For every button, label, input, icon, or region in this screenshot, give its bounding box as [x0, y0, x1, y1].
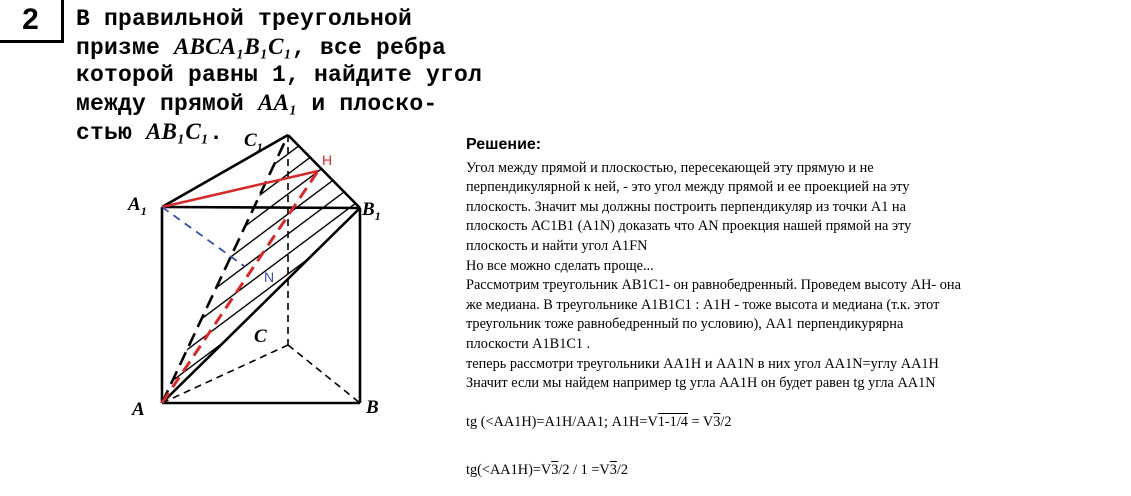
- problem-line-2: призме ABCA₁B₁C₁, все ребра: [76, 34, 446, 61]
- solution-block: [466, 135, 1066, 481]
- line-name: AA₁: [258, 90, 298, 115]
- solution-line: плоскость АС1В1 (А1N) доказать что АN проекция нашей прямой на эту: [466, 218, 912, 235]
- solution-line: плоскость и найти угол А1FN: [466, 237, 648, 254]
- solution-line: же медиана. В треугольнике А1В1С1 : А1Н - тоже высота и медиана (т.к. этот: [466, 296, 940, 313]
- prism-figure: [0, 0, 483, 430]
- edge-a1-b1: [162, 207, 360, 208]
- solution-line: Рассмотрим треугольник АВ1С1- он равнобедренный. Проведем высоту АН- она: [466, 277, 961, 294]
- segment-a-h: [162, 171, 318, 403]
- problem-number: 2: [0, 0, 64, 43]
- solution-heading: Решение:: [466, 136, 542, 153]
- plane-hatching: [120, 0, 470, 420]
- edge-a-b1: [162, 208, 360, 403]
- solution-line: Угол между прямой и плоскостью, пересекающей эту прямую и не: [466, 159, 874, 176]
- formula-tangent-1: tg (<АА1Н)=А1Н/АА1; А1Н=V1-1/4 = V3/2: [466, 413, 732, 430]
- label-n: N: [264, 269, 275, 285]
- problem-line-5: стью AB₁C₁.: [76, 119, 224, 146]
- solution-line: Но все можно сделать проще...: [466, 257, 654, 274]
- label-c1: $C_1$: [244, 130, 263, 154]
- label-a1: $A_1$: [128, 194, 147, 218]
- prism-edges: [162, 135, 360, 403]
- solution-line: плоскости А1В1С1 .: [466, 335, 591, 352]
- label-a: A: [132, 399, 145, 420]
- label-h: H: [322, 152, 333, 168]
- edge-a1-c1: [162, 135, 288, 207]
- solution-line: Значит если мы найдем например tg угла АА1Н он будет равен tg угла АА1N: [466, 375, 936, 392]
- label-b: B: [366, 397, 379, 418]
- edge-c-b: [288, 345, 360, 403]
- problem-line-4: между прямой AA₁ и плоско-: [76, 90, 438, 117]
- problem-line-1: В правильной треугольной: [76, 6, 413, 32]
- plane-name: AB₁C₁: [146, 119, 210, 144]
- solution-line: перпендикулярной к ней, - это угол между прямой и ее проекцией на эту: [466, 179, 910, 196]
- label-b1: $B_1$: [362, 199, 381, 223]
- solution-line: плоскость. Значит мы должны построить перпендикуляр из точки А1 на: [466, 198, 906, 215]
- formula-tangent-2: tg(<АА1Н)=V3/2 / 1 =V3/2: [466, 462, 629, 479]
- prism-name: ABCA₁B₁C₁: [174, 34, 292, 59]
- solution-line: треугольник тоже равнобедренный по условию), АА1 перпендикурярна: [466, 316, 904, 333]
- segment-a1-n: [162, 207, 244, 266]
- label-c: C: [254, 326, 267, 347]
- solution-line: теперь рассмотри треугольники АА1Н и АА1N в них угол АА1N=углу АА1Н: [466, 355, 939, 372]
- hidden-edges: [162, 135, 360, 403]
- problem-line-3: которой равны 1, найдите угол: [76, 62, 483, 88]
